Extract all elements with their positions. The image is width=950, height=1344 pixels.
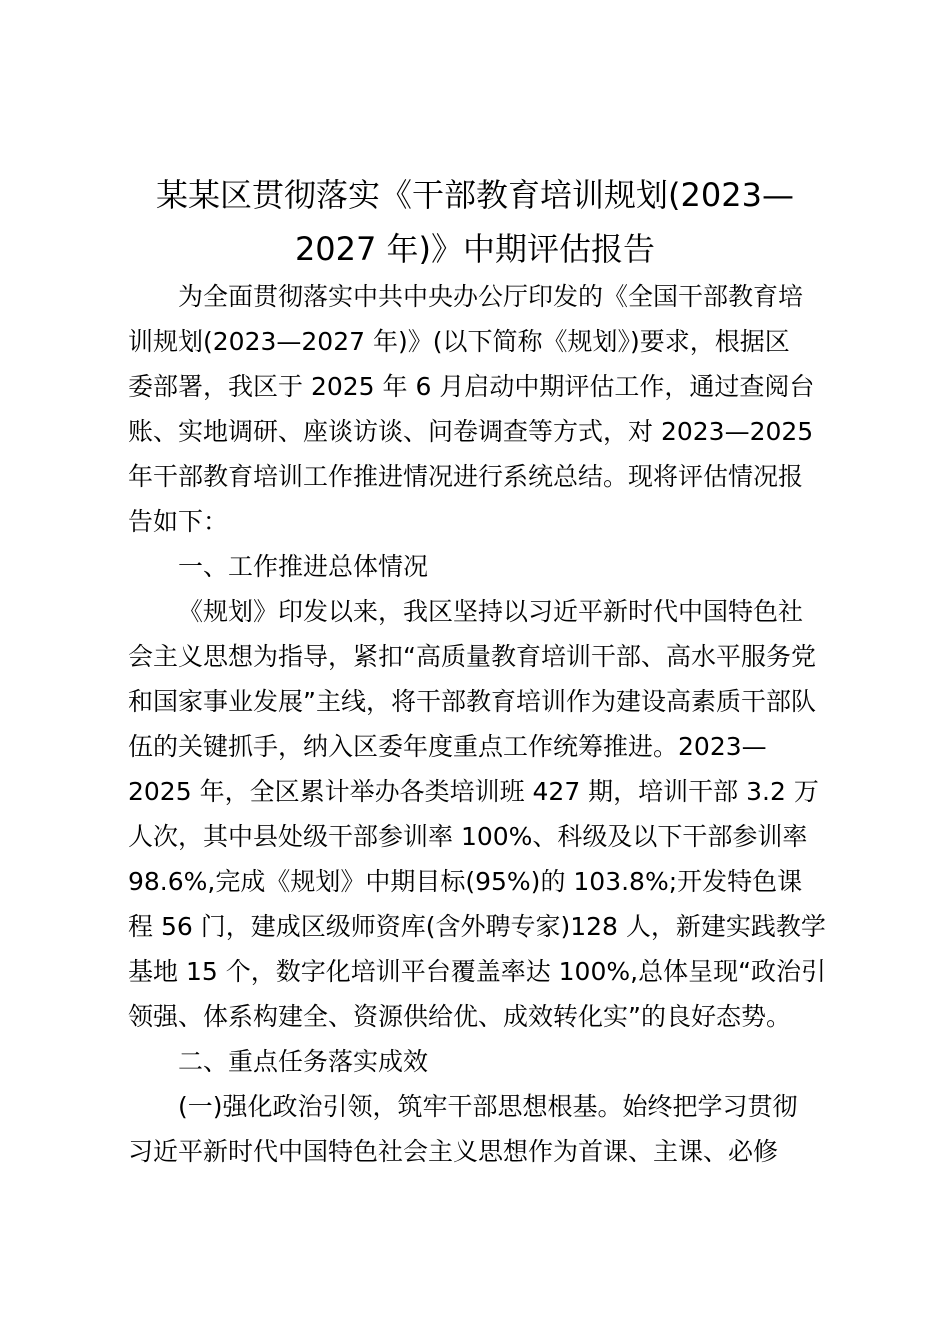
body-text-line: 程 56 门，建成区级师资库(含外聘专家)128 人，新建实践教学 (128, 912, 826, 941)
body-text-line: 伍的关键抓手，纳入区委年度重点工作统筹推进。2023— (128, 732, 767, 761)
section-heading-1: 一、工作推进总体情况 (178, 552, 429, 581)
body-text-line: 人次，其中县处级干部参训率 100%、科级及以下干部参训率 (128, 822, 808, 851)
body-text-line: 和国家事业发展”主线，将干部教育培训作为建设高素质干部队 (128, 687, 816, 716)
body-text-line: 为全面贯彻落实中共中央办公厅印发的《全国干部教育培 (178, 282, 804, 311)
section-heading-2: 二、重点任务落实成效 (178, 1047, 429, 1076)
report-title-line-1: 某某区贯彻落实《干部教育培训规划(2023— (156, 176, 794, 214)
subsection-heading: (一)强化政治引领，筑牢干部思想根基。始终把学习贯彻 (178, 1092, 798, 1121)
body-text-line: 训规划(2023—2027 年)》(以下简称《规划》)要求，根据区 (128, 327, 790, 356)
report-title-line-2: 2027 年)》中期评估报告 (294, 230, 656, 268)
body-text-line: 基地 15 个，数字化培训平台覆盖率达 100%,总体呈现“政治引 (128, 957, 827, 986)
body-text-line: 告如下： (128, 507, 229, 536)
body-text-line: 2025 年，全区累计举办各类培训班 427 期，培训干部 3.2 万 (128, 777, 819, 806)
body-text-line: 《规划》印发以来，我区坚持以习近平新时代中国特色社 (178, 597, 804, 626)
body-text-line: 账、实地调研、座谈访谈、问卷调查等方式，对 2023—2025 (128, 417, 814, 446)
body-text-line: 年干部教育培训工作推进情况进行系统总结。现将评估情况报 (128, 462, 804, 491)
body-text-line: 委部署，我区于 2025 年 6 月启动中期评估工作，通过查阅台 (128, 372, 815, 401)
body-text-line: 会主义思想为指导，紧扣“高质量教育培训干部、高水平服务党 (128, 642, 816, 671)
body-text-line: 习近平新时代中国特色社会主义思想作为首课、主课、必修 (128, 1137, 779, 1166)
body-text-line: 领强、体系构建全、资源供给优、成效转化实”的良好态势。 (128, 1002, 791, 1031)
body-text-line: 98.6%,完成《规划》中期目标(95%)的 103.8%;开发特色课 (128, 867, 803, 896)
